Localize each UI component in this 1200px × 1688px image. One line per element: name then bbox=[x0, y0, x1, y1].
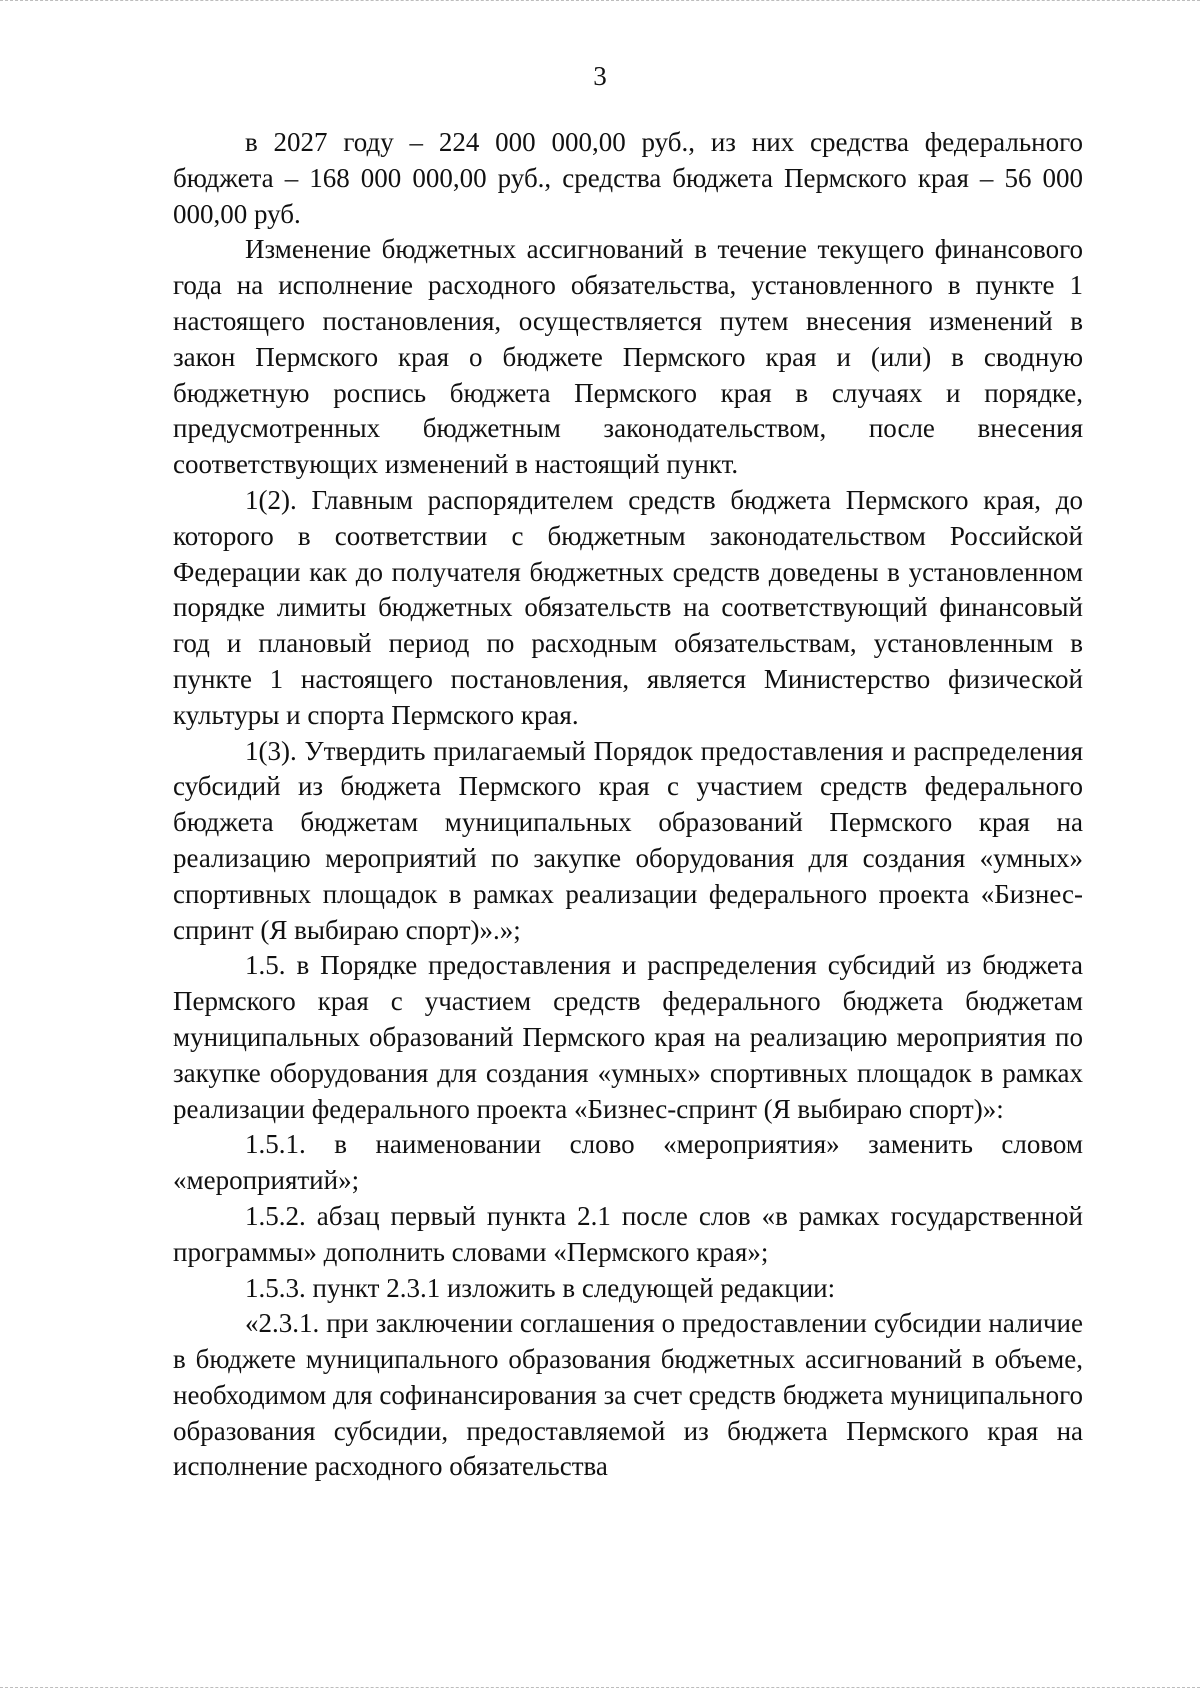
paragraph-1-5-3: 1.5.3. пункт 2.3.1 изложить в следующей редакции: bbox=[245, 1272, 836, 1303]
page-number: 3 bbox=[593, 61, 607, 91]
paragraph-2-3-1-new-wording: «2.3.1. при заключении соглашения о предоставлении субсидии наличие в бюджете муниципального образования бюджетных ассигнований в объеме, необходимом для софинансирования за счет средств бюджета муниципального образования субсидии, предоставляемой из бюджета Пермского края на исполнение расходного обязательства bbox=[173, 1308, 1083, 1482]
paragraph-budget-2027: в 2027 году – 224 000 000,00 руб., из них средства федерального бюджета – 168 000 000,00 руб., средства бюджета Пермского края – 56 000 000,00 руб. bbox=[173, 127, 1083, 229]
paragraph-1-2-chief-administrator: 1(2). Главным распорядителем средств бюджета Пермского края, до которого в соответствии с бюджетным законодательством Российской Федерации как до получателя бюджетных средств доведены в установленном порядке лимиты бюджетных обязательств на соответствующий финансовый год и плановый период по расходным обязательствам, установленным в пункте 1 настоящего постановления, является Министерство физической культуры и спорта Пермского края. bbox=[173, 484, 1083, 730]
paragraph-1-5-1: 1.5.1. в наименовании слово «мероприятия» заменить словом «мероприятий»; bbox=[173, 1129, 1083, 1196]
paragraph-budget-changes: Изменение бюджетных ассигнований в течение текущего финансового года на исполнение расходного обязательства, установленного в пункте 1 настоящего постановления, осуществляется путем внесения изменений в закон Пермского края о бюджете Пермского края и (или) в сводную бюджетную роспись бюджета Пермского края в случаях и порядке, предусмотренных бюджетным законодательством, после внесения соответствующих изменений в настоящий пункт. bbox=[173, 234, 1083, 480]
document-body bbox=[173, 125, 1083, 1485]
paragraph-1-5-procedure-amendments: 1.5. в Порядке предоставления и распределения субсидий из бюджета Пермского края с участием средств федерального бюджета бюджетам муниципальных образований Пермского края на реализацию мероприятия по закупке оборудования для создания «умных» спортивных площадок в рамках реализации федерального проекта «Бизнес-спринт (Я выбираю спорт)»: bbox=[173, 950, 1083, 1124]
paragraph-1-5-2: 1.5.2. абзац первый пункта 2.1 после слов «в рамках государственной программы» дополнить словами «Пермского края»; bbox=[173, 1200, 1083, 1267]
paragraph-1-3-approve-procedure: 1(3). Утвердить прилагаемый Порядок предоставления и распределения субсидий из бюджета Пермского края с участием средств федерального бюджета бюджетам муниципальных образований Пермского края на реализацию мероприятий по закупке оборудования для создания «умных» спортивных площадок в рамках реализации федерального проекта «Бизнес-спринт (Я выбираю спорт)».»; bbox=[173, 735, 1083, 945]
